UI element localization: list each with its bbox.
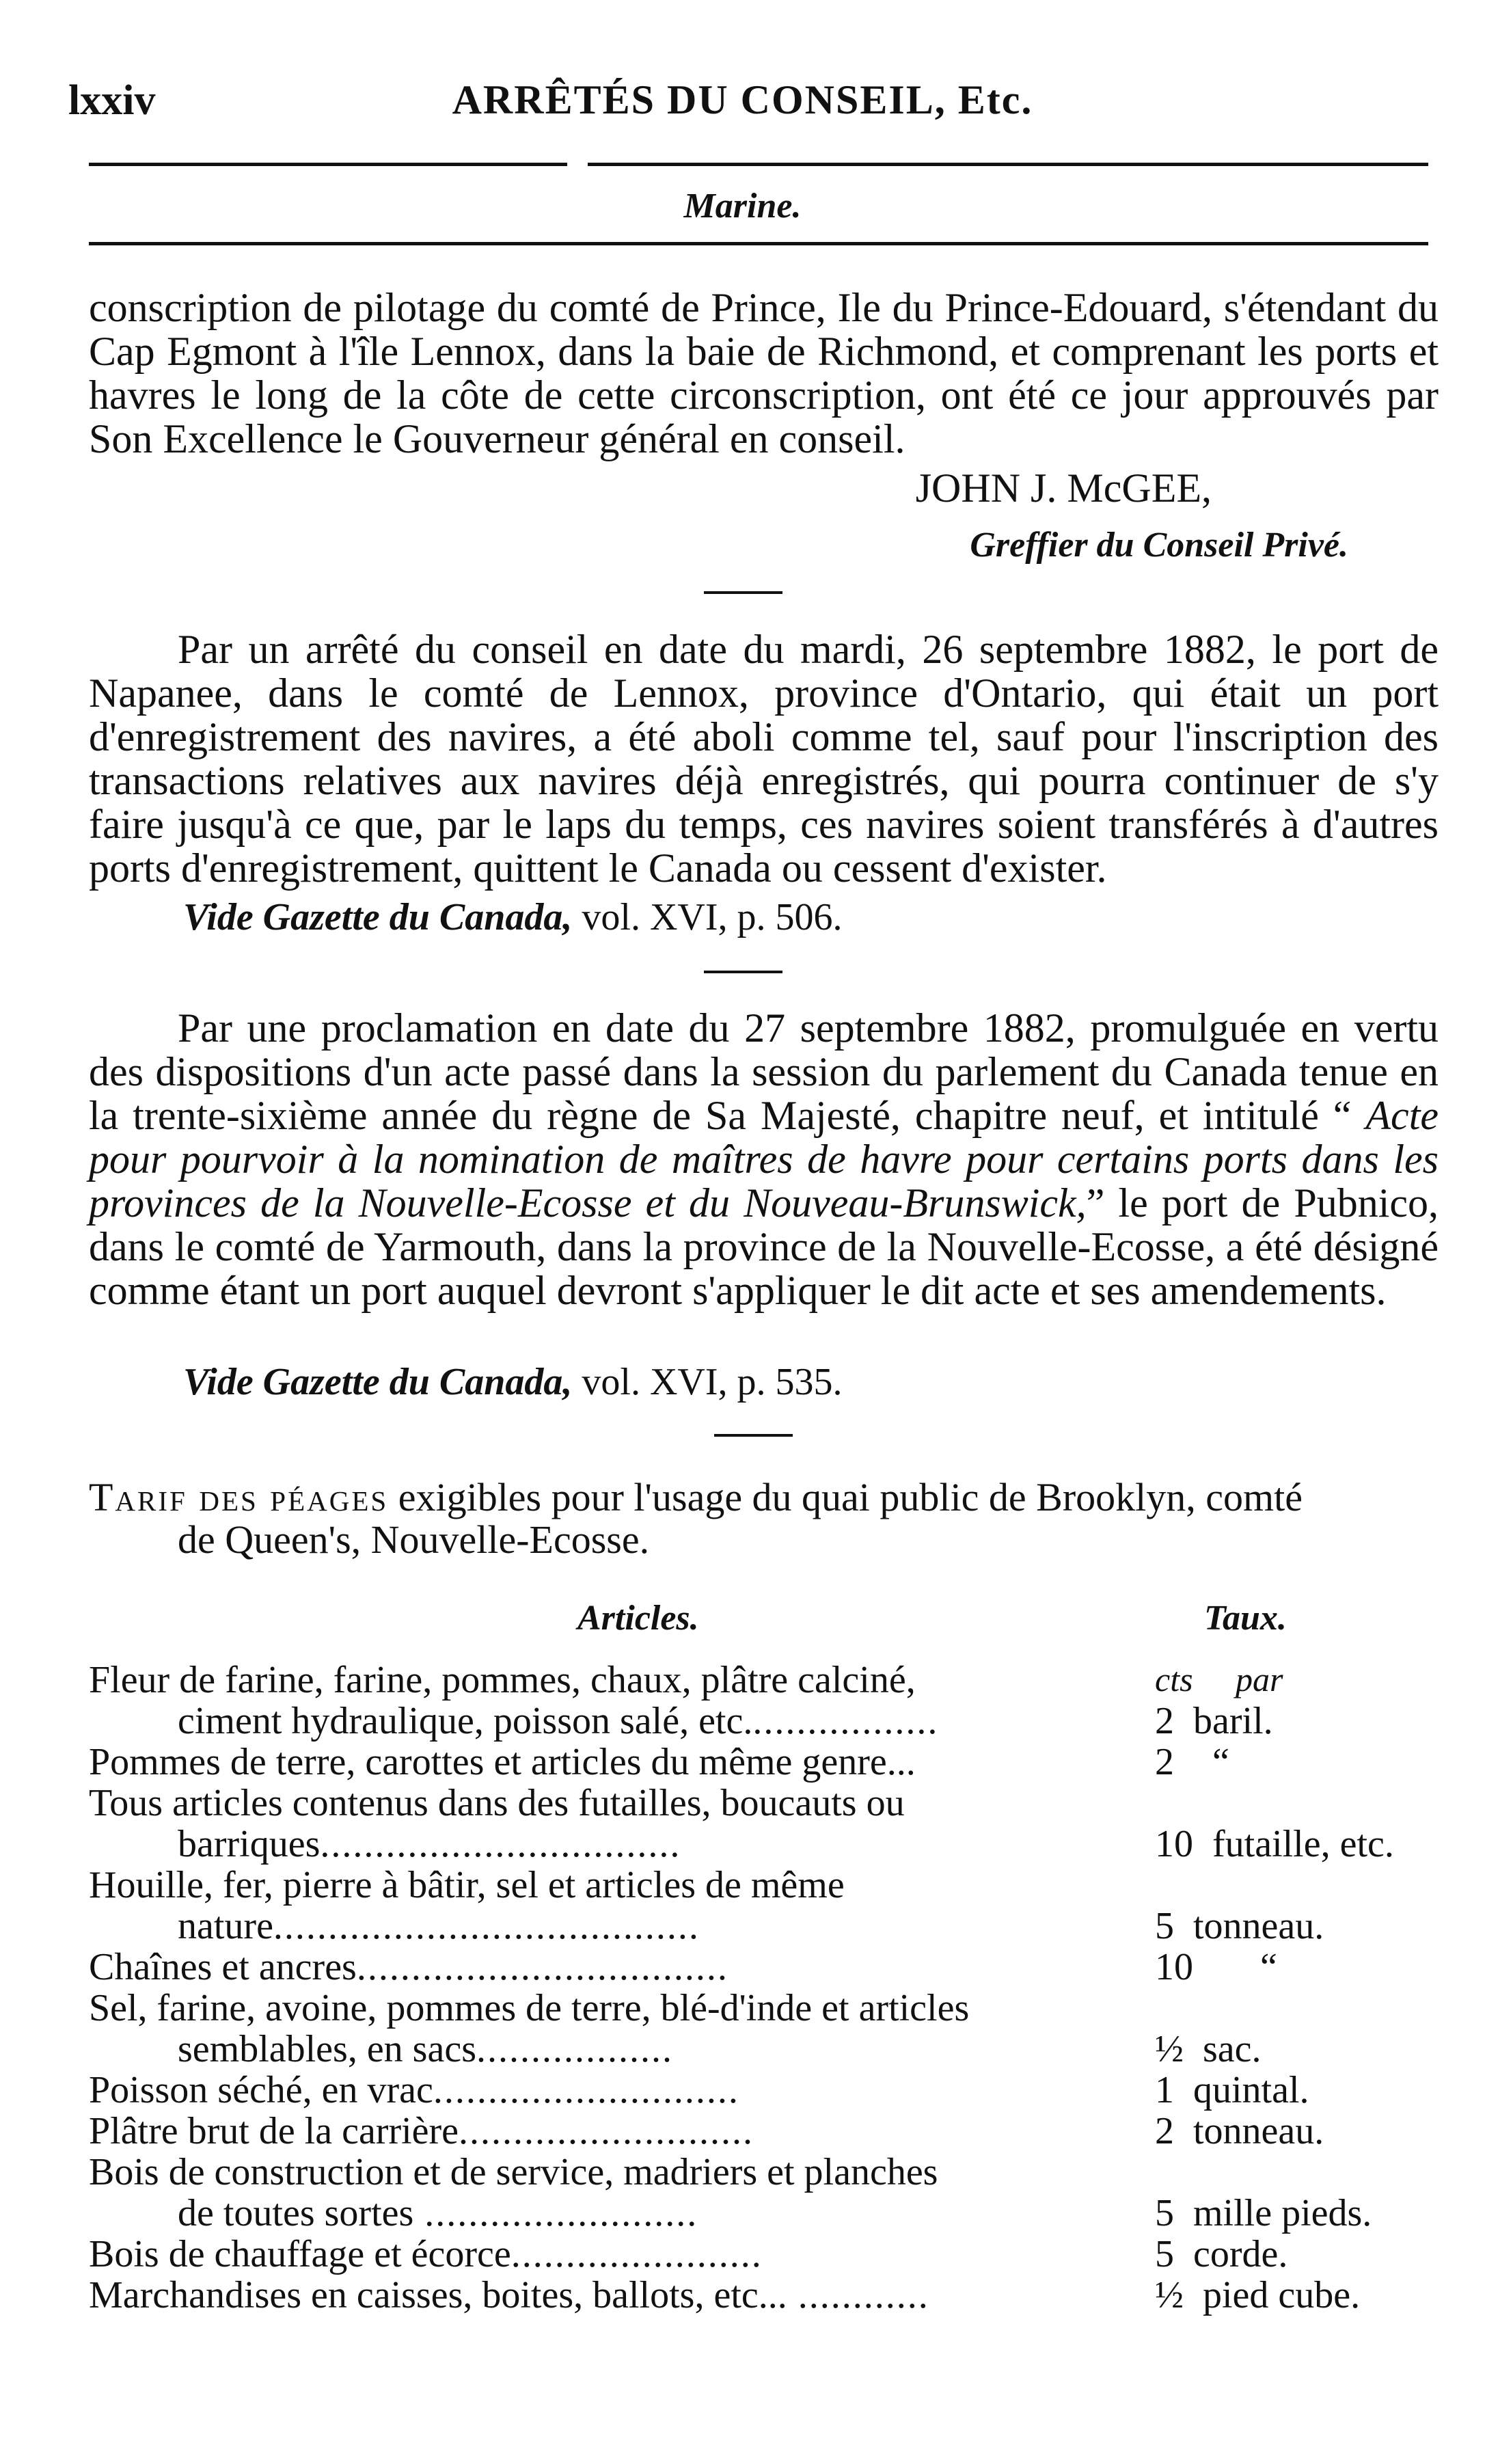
row-description — [89, 2152, 1087, 2234]
signature-name: JOHN J. McGEE, — [915, 465, 1212, 511]
gazette-reference-2 — [183, 1360, 842, 1404]
leader-dots: .................. — [476, 2028, 673, 2070]
section-title: Marine. — [683, 187, 802, 226]
page-number: lxxiv — [68, 77, 156, 124]
row-line-2-text: de toutes sortes — [178, 2192, 414, 2234]
row-line-2-text: nature — [178, 1905, 273, 1947]
page-header-title: ARRÊTÉS DU CONSEIL, Etc. — [452, 77, 1033, 122]
paragraph-pilotage: conscription de pilotage du comté de Prince, Ile du Prince-Edouard, s'étendant du Cap Egmont à l'île Lennox, dans la baie de Richmond, et comprenant les ports et havres le long de la côte de cette circonscription, ont été ce jour approuvés par Son Excellence le Gouverneur général en conseil. — [89, 285, 1439, 461]
row-line-2 — [89, 1701, 1087, 1742]
row-line-1: Bois de construction et de service, madriers et planches — [89, 2151, 938, 2193]
gazette-reference-1 — [183, 895, 842, 939]
row-line-1 — [89, 2070, 1087, 2111]
row-description — [89, 2111, 1087, 2152]
row-line-2-text: semblables, en sacs — [178, 2028, 476, 2070]
tarif-heading-rest: exigibles pour l'usage du quai public de Brooklyn, comté — [388, 1475, 1303, 1519]
leader-dots: ................. — [752, 1700, 939, 1742]
row-rate: 5 mille pieds. — [1155, 2192, 1372, 2234]
row-rate: 5 corde. — [1155, 2233, 1288, 2275]
gazette-reference-2-title: Vide Gazette du Canada, — [183, 1361, 573, 1403]
row-rate: 2 tonneau. — [1155, 2110, 1324, 2152]
row-line-2 — [89, 2193, 1087, 2234]
row-line-1 — [89, 2275, 1087, 2316]
row-line-1 — [89, 2234, 1087, 2275]
section-rule — [89, 242, 1428, 245]
row-description — [89, 2275, 1087, 2316]
paragraph-napanee: Par un arrêté du conseil en date du mardi, 26 septembre 1882, le port de Napanee, dans le comté de Lennox, province d'Ontario, qui était un port d'enregistrement des navires, a été aboli comme tel, sauf pour l'inscription des transactions relatives aux navires déjà enregistrés, qui pourra continuer de s'y faire jusqu'à ce que, par le laps du temps, ces navires soient transférés à d'autres ports d'enregistrement, quittent le Canada ou cessent d'exister. — [89, 627, 1439, 891]
row-line-1-text: Plâtre brut de la carrière — [89, 2110, 459, 2152]
leader-dots: ............ — [787, 2274, 929, 2316]
separator-1 — [704, 591, 782, 594]
row-line-1-text: Bois de chauffage et écorce — [89, 2233, 511, 2275]
separator-2 — [704, 971, 782, 973]
column-header-articles: Articles. — [577, 1599, 699, 1638]
row-line-1-text: Poisson séché, en vrac — [89, 2069, 433, 2111]
row-line-1 — [89, 1947, 1087, 1988]
tarif-heading-smallcaps: Tarif des péages — [89, 1475, 389, 1519]
row-description — [89, 2234, 1087, 2275]
row-rate: ½ sac. — [1155, 2028, 1262, 2070]
row-description — [89, 1947, 1087, 1988]
gazette-reference-1-volume: vol. XVI, p. 506. — [572, 896, 843, 938]
row-rate: 10 futaille, etc. — [1155, 1823, 1394, 1865]
leader-dots: ............................ — [433, 2069, 739, 2111]
row-line-1: Tous articles contenus dans des futailles, boucauts ou — [89, 1782, 905, 1824]
act-title: Acte pour pourvoir à la nomination de maîtres de havre pour certains ports dans les provinces de la Nouvelle-Ecosse et du Nouveau-Brunswick, — [89, 1093, 1439, 1226]
row-line-1: Fleur de farine, farine, pommes, chaux, plâtre calciné, — [89, 1659, 916, 1701]
leader-dots: ................................. — [320, 1823, 681, 1865]
gazette-reference-2-volume: vol. XVI, p. 535. — [572, 1361, 843, 1403]
paragraph-pubnico — [89, 1006, 1439, 1312]
row-line-2 — [89, 1824, 1087, 1865]
leader-dots: ....................................... — [273, 1905, 700, 1947]
row-description — [89, 1742, 1087, 1783]
header-rule-right — [588, 163, 1428, 166]
paragraph-pubnico-intro: Par une proclamation en date du 27 septembre 1882, promulguée en vertu des dispositions d'un acte passé dans la session du parlement du Canada tenue en la trente-sixième année du règne de Sa Majesté, chapitre neuf, et intitulé “ — [89, 1005, 1439, 1138]
row-rate: ½ pied cube. — [1155, 2274, 1361, 2316]
row-line-1-text: Chaînes et ancres — [89, 1946, 357, 1988]
row-rate: 10 “ — [1155, 1946, 1277, 1988]
row-description — [89, 1783, 1087, 1865]
row-description — [89, 1988, 1087, 2070]
row-rate: 2 baril. — [1155, 1700, 1273, 1742]
row-description — [89, 1865, 1087, 1947]
row-description — [89, 2070, 1087, 2111]
row-line-1: Pommes de terre, carottes et articles du même genre... — [89, 1741, 916, 1783]
header-rule-left — [89, 163, 567, 166]
tarif-heading-line2: de Queen's, Nouvelle-Ecosse. — [178, 1517, 650, 1562]
gazette-reference-1-title: Vide Gazette du Canada, — [183, 896, 573, 938]
leader-dots: ......................... — [413, 2192, 698, 2234]
row-line-1: Houille, fer, pierre à bâtir, sel et articles de même — [89, 1864, 845, 1906]
row-line-2 — [89, 2029, 1087, 2070]
row-line-1 — [89, 2111, 1087, 2152]
signature-title: Greffier du Conseil Privé. — [970, 526, 1348, 565]
paragraph-pubnico-rest: ” le port de Pubnico, dans le comté de Yarmouth, dans la province de la Nouvelle-Ecosse, a été désigné comme étant un port auquel devront s'appliquer le dit acte et ses amendements. — [89, 1180, 1439, 1313]
leader-dots: ....................... — [510, 2233, 763, 2275]
row-description — [89, 1660, 1087, 1742]
row-line-2-text: barriques — [178, 1823, 321, 1865]
row-line-2-text: ciment hydraulique, poisson salé, etc. — [178, 1700, 753, 1742]
leader-dots: ........................... — [459, 2110, 754, 2152]
separator-3 — [714, 1434, 793, 1437]
row-rate: 1 quintal. — [1155, 2069, 1309, 2111]
row-line-2 — [89, 1906, 1087, 1947]
column-header-taux: Taux. — [1204, 1599, 1287, 1638]
row-line-1-text: Marchandises en caisses, boites, ballots, etc... — [89, 2274, 787, 2316]
row-rate: 2 “ — [1155, 1741, 1229, 1783]
units-header: cts par — [1155, 1660, 1283, 1698]
row-line-1: Sel, farine, avoine, pommes de terre, blé-d'inde et articles — [89, 1987, 970, 2029]
leader-dots: .................................. — [356, 1946, 728, 1988]
row-rate: 5 tonneau. — [1155, 1905, 1324, 1947]
tarif-heading — [89, 1476, 1445, 1561]
